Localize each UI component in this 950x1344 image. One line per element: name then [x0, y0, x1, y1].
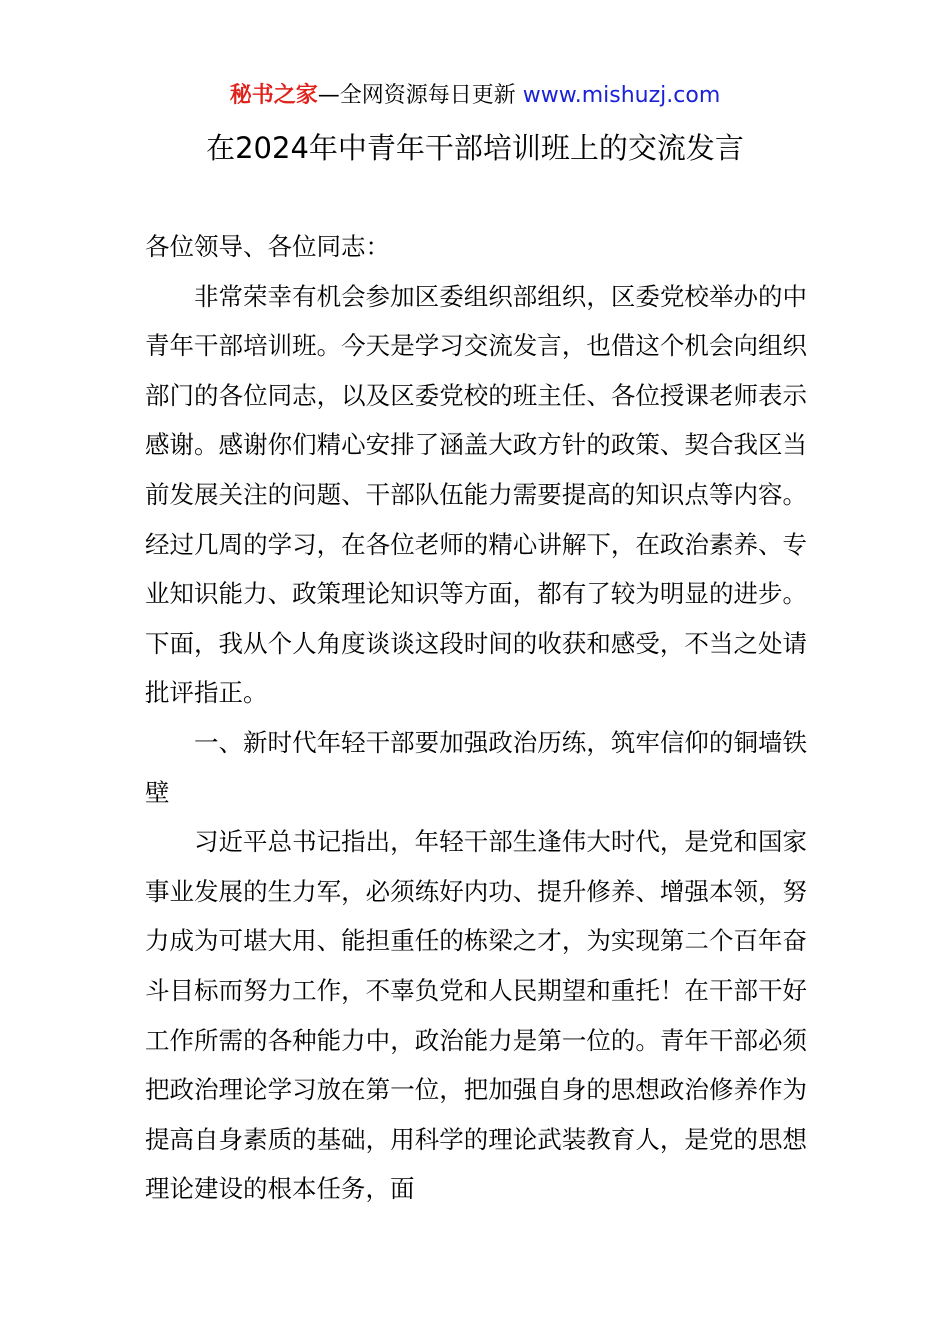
document-body	[145, 222, 807, 1214]
site-url-link[interactable]: www.mishuzj.com	[522, 83, 721, 108]
site-header	[0, 80, 950, 112]
paragraph-intro: 非常荣幸有机会参加区委组织部组织，区委党校举办的中青年干部培训班。今天是学习交流发言，也借这个机会向组织部门的各位同志，以及区委党校的班主任、各位授课老师表示感谢。感谢你们精心安排了涵盖大政方针的政策、契合我区当前发展关注的问题、干部队伍能力需要提高的知识点等内容。经过几周的学习，在各位老师的精心讲解下，在政治素养、专业知识能力、政策理论知识等方面，都有了较为明显的进步。下面，我从个人角度谈谈这段时间的收获和感受，不当之处请批评指正。	[145, 281, 807, 708]
paragraph-section-1: 习近平总书记指出，年轻干部生逢伟大时代，是党和国家事业发展的生力军，必须练好内功、提升修养、增强本领，努力成为可堪大用、能担重任的栋梁之才，为实现第二个百年奋斗目标而努力工作，不辜负党和人民期望和重托！在干部干好工作所需的各种能力中，政治能力是第一位的。青年干部必须把政治理论学习放在第一位，把加强自身的思想政治修养作为提高自身素质的基础，用科学的理论武装教育人，是党的思想理论建设的根本任务，面	[145, 827, 807, 1204]
document-title: 在2024年中青年干部培训班上的交流发言	[206, 131, 744, 165]
site-brand: 秘书之家	[229, 83, 318, 108]
salutation: 各位领导、各位同志：	[145, 232, 390, 261]
site-tagline: —全网资源每日更新	[317, 83, 516, 108]
section-heading-1: 一、新时代年轻干部要加强政治历练，筑牢信仰的铜墙铁壁	[145, 727, 807, 807]
